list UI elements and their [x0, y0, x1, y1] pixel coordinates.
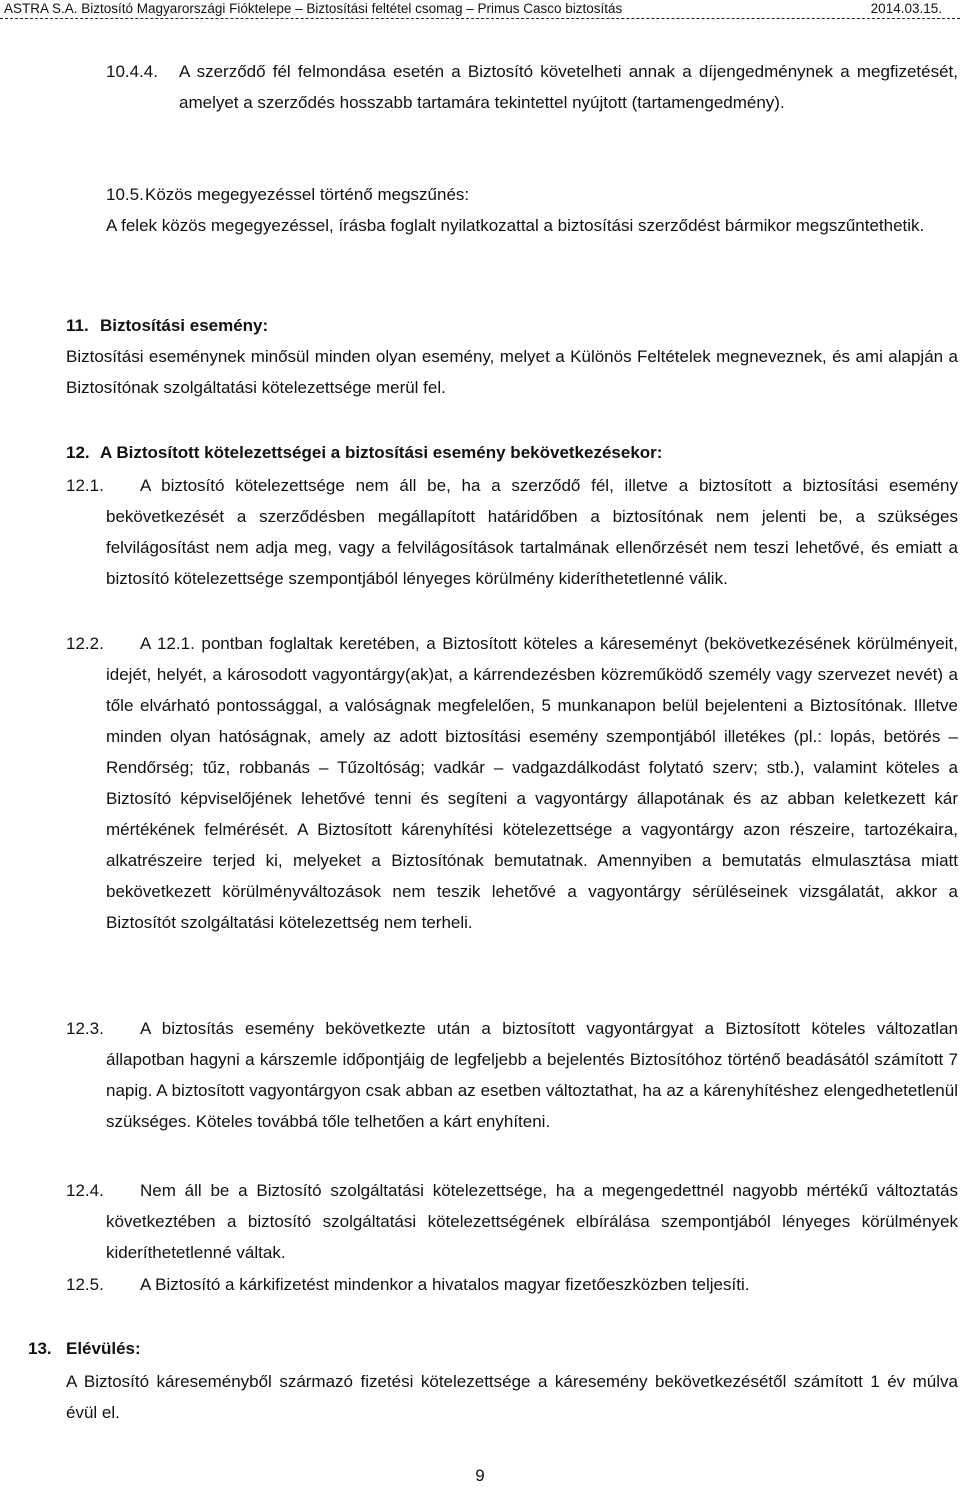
subsection-number: 12.5. [66, 1275, 104, 1294]
section-title: Közös megegyezéssel történő megszűnés: [145, 185, 470, 204]
section-number: 11. [66, 316, 89, 335]
subsection-text: A Biztosító a kárkifizetést mindenkor a hivatalos magyar fizetőeszközben teljesíti. [140, 1275, 750, 1294]
section-text: Biztosítási eseménynek minősül minden olyan esemény, melyet a Különös Feltételek megneveznek, és ami alapján a Biztosítónak szolgáltatási kötelezettsége merül fel. [66, 347, 958, 397]
subsection-number: 12.2. [66, 634, 104, 653]
subsection-text: A 12.1. pontban foglaltak keretében, a Biztosított köteles a káreseményt (bekövetkezésének körülményeit, idejét, helyét, a károsodott vagyontárgy(ak)at, a kárrendezésben közreműködő személy vagy szervezet nevét) a tőle elvárható pontossággal, a valóságnak megfelelően, 5 munkanapon belül bejelenteni a Biztosítónak. Illetve minden olyan hatóságnak, amely az adott biztosítási esemény szempontjából illetékes (pl.: lopás, betörés – Rendőrség; tűz, robbanás – Tűzoltóság; vadkár – vadgazdálkodást folytató szerv; stb.), valamint köteles a Biztosító képviselőjének lehetővé tenni és segíteni a vagyontárgy állapotának és az abban keletkezett kár mértékének felmérését. A Biztosított kárenyhítési kötelezettsége a vagyontárgy azon részeire, tartozékaira, alkatrészeire terjed ki, melyeket a Biztosítónak bemutatnak. Amennyiben a bemutatás elmulasztása miatt bekövetkezett körülményváltozások nem teszik lehetővé a vagyontárgy sérüléseinek vizsgálatát, akkor a Biztosítót szolgáltatási kötelezettség nem terheli. [106, 634, 958, 932]
header-title: ASTRA S.A. Biztosító Magyarországi Fióktelepe – Biztosítási feltétel csomag – Primus Casco biztosítás [4, 1, 623, 16]
subsection-number: 12.4. [66, 1181, 104, 1200]
subsection-text: Nem áll be a Biztosító szolgáltatási kötelezettsége, ha a megengedettnél nagyobb mértékű változtatás következtében a biztosító szolgáltatási kötelezettségének elbírálása szempontjából lényeges körülmények kideríthetetlenné váltak. [106, 1181, 958, 1262]
header-divider [0, 18, 960, 19]
section-text: A Biztosító káreseményből származó fizetési kötelezettsége a káresemény bekövetkezésétől számított 1 év múlva évül el. [66, 1372, 958, 1422]
section-number: 13. [28, 1339, 52, 1358]
section-heading: A Biztosított kötelezettségei a biztosítási esemény bekövetkezésekor: [100, 443, 663, 462]
page-number: 9 [475, 1466, 485, 1485]
subsection-text: A biztosítás esemény bekövetkezte után a biztosított vagyontárgyat a Biztosított köteles változatlan állapotban hagyni a kárszemle időpontjáig de legfeljebb a bejelentés Biztosítóhoz történő beadásától számított 7 napig. A biztosított vagyontárgyon csak abban az esetben változtathat, ha az a kárenyhítéshez elengedhetetlenül szükséges. Köteles továbbá tőle telhetően a kárt enyhíteni. [106, 1019, 958, 1131]
section-number: 10.4.4. [106, 62, 158, 81]
subsection-number: 12.1. [66, 476, 104, 495]
subsection-number: 12.3. [66, 1019, 104, 1038]
section-heading: Biztosítási esemény: [100, 316, 269, 335]
section-text: A felek közös megegyezéssel, írásba foglalt nyilatkozattal a biztosítási szerződést bármikor megszűntethetik. [106, 216, 925, 235]
header-date: 2014.03.15. [870, 1, 942, 16]
section-heading: Elévülés: [66, 1339, 141, 1358]
subsection-text: A biztosító kötelezettsége nem áll be, ha a szerződő fél, illetve a biztosított a biztosítási esemény bekövetkezését a szerződésben megállapított határidőben a biztosítónak nem jelenti be, a szükséges felvilágosítást nem adja meg, vagy a felvilágosítások tartalmának ellenőrzését nem teszi lehetővé, és emiatt a biztosító kötelezettsége szempontjából lényeges körülmény kideríthetetlenné válik. [106, 476, 958, 588]
section-number: 12. [66, 443, 90, 462]
section-number: 10.5. [106, 185, 144, 204]
section-text: A szerződő fél felmondása esetén a Biztosító követelheti annak a díjengedménynek a megfizetését, amelyet a szerződés hosszabb tartamára tekintettel nyújtott (tartamengedmény). [179, 62, 958, 112]
